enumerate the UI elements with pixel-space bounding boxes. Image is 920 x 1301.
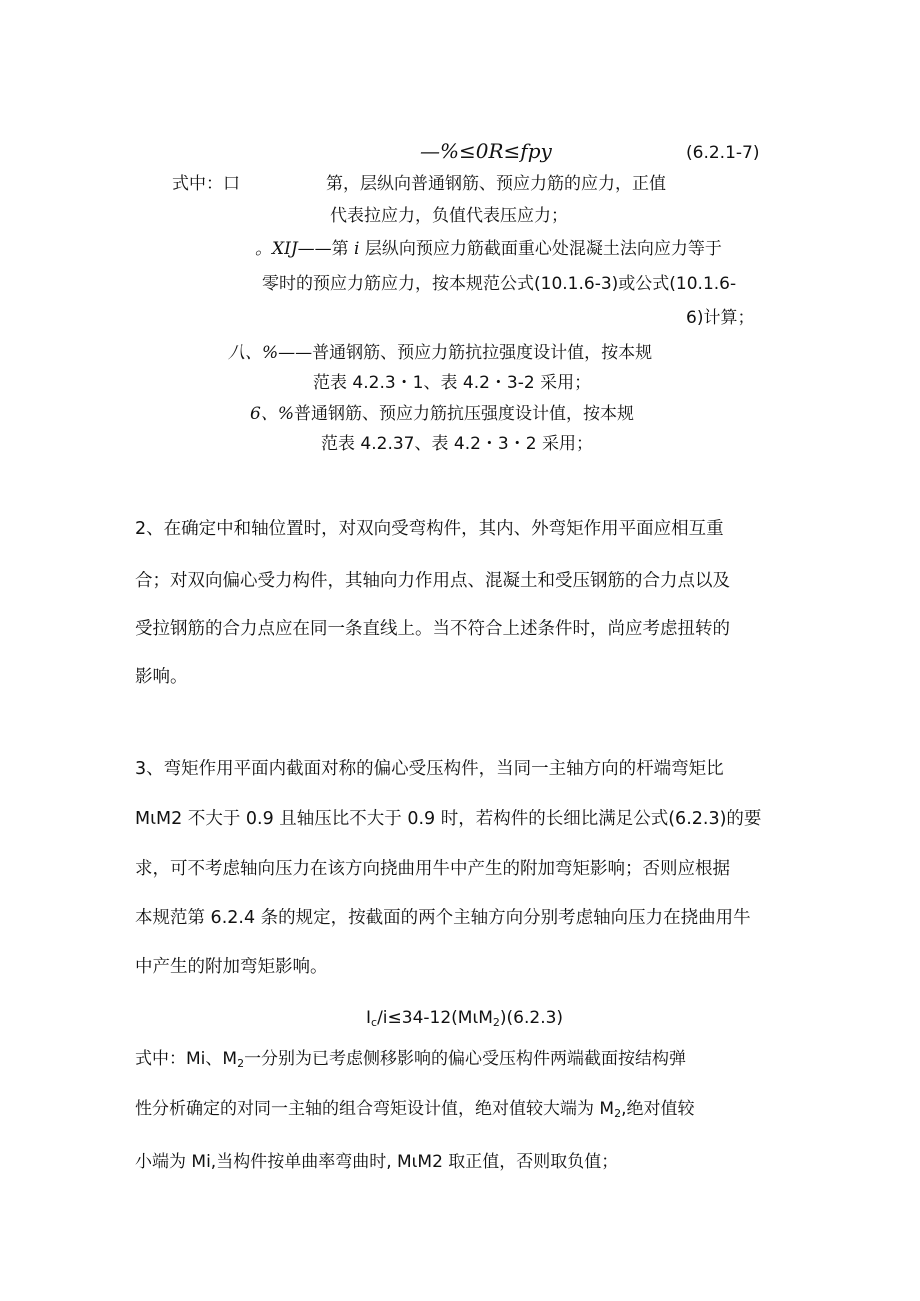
para3-line4: 本规范第 6.2.4 条的规定，按截面的两个主轴方向分别考虑轴向压力在挠曲用牛: [135, 908, 751, 928]
term4-symbol: 6、%: [250, 404, 294, 424]
where2-line1-a: 式中：Mi、M: [135, 1049, 238, 1069]
term4-text: 普通钢筋、预应力筋抗压强度设计值，按本规: [293, 404, 634, 424]
where2-line2-b: ,绝对值较: [621, 1099, 695, 1119]
where2-line1: [135, 1047, 686, 1071]
where2-line1-b: 一分别为已考虑侧移影响的偏心受压构件两端截面按结构弹: [244, 1049, 687, 1069]
term3-symbol: 八、%——: [228, 343, 313, 363]
formula2-part-a: I: [366, 1008, 372, 1028]
para2-line1: 2、在确定中和轴位置时，对双向受弯构件，其内、外弯矩作用平面应相互重: [135, 519, 724, 539]
para2-line4: 影响。: [135, 667, 188, 687]
term2-symbol: 。XIJ——: [255, 239, 332, 259]
formula-number: (6.2.1-7): [686, 143, 760, 163]
para2-line2: 合；对双向偏心受力构件，其轴向力作用点、混凝土和受压钢筋的合力点以及: [135, 571, 730, 591]
where-term2-line3: 6)计算；: [686, 308, 755, 328]
where-term2-line1: [255, 237, 722, 261]
where-term2-line2: 零时的预应力筋应力，按本规范公式(10.1.6-3)或公式(10.1.6-: [262, 274, 737, 294]
term2-text-b: 层纵向预应力筋截面重心处混凝土法向应力等于: [364, 239, 722, 259]
term3-text: 普通钢筋、预应力筋抗拉强度设计值，按本规: [312, 343, 653, 363]
where-term1-line1: 第，层纵向普通钢筋、预应力筋的应力，正值: [326, 174, 666, 194]
where-term1-line2: 代表拉应力，负值代表压应力；: [330, 206, 568, 226]
formula-6-2-3: [366, 1006, 563, 1030]
formula-6-2-1-7: [420, 139, 552, 163]
where-term4-line1: [250, 402, 634, 426]
formula2-part-c: )(6.2.3): [499, 1008, 564, 1028]
para2-line3: 受拉钢筋的合力点应在同一条直线上。当不符合上述条件时，尚应考虑扭转的: [135, 619, 730, 639]
term2-index: i: [354, 239, 360, 259]
where-intro: 式中：口: [172, 174, 240, 194]
where2-line2-a: 性分析确定的对同一主轴的组合弯矩设计值，绝对值较大端为 M: [135, 1099, 615, 1119]
where2-line2-sub: 2: [614, 1107, 622, 1120]
formula2-sub-b: 2: [492, 1016, 500, 1029]
formula2-part-b: /i≤34-12(MιM: [377, 1008, 493, 1028]
formula-expression: —%≤0R≤fpy: [420, 139, 552, 163]
para3-line3: 求，可不考虑轴向压力在该方向挠曲用牛中产生的附加弯矩影响；否则应根据: [135, 859, 730, 879]
term2-text-a: 第: [331, 239, 349, 259]
para3-line5: 中产生的附加弯矩影响。: [135, 957, 328, 977]
where-term3-line2: 范表 4.2.3・1、表 4.2・3-2 采用；: [313, 373, 592, 393]
where2-line2: [135, 1097, 694, 1121]
where2-line3: 小端为 Mi,当构件按单曲率弯曲时, MιM2 取正值，否则取负值；: [135, 1152, 619, 1172]
para3-line2: MιM2 不大于 0.9 且轴压比不大于 0.9 时，若构件的长细比满足公式(6.2.3)的要: [135, 809, 762, 829]
where2-line1-sub: 2: [237, 1057, 245, 1070]
formula2-sub-a: c: [371, 1016, 378, 1029]
where-term4-line2: 范表 4.2.37、表 4.2・3・2 采用；: [321, 434, 593, 454]
where-term3-line1: [228, 341, 652, 365]
para3-line1: 3、弯矩作用平面内截面对称的偏心受压构件，当同一主轴方向的杆端弯矩比: [135, 759, 724, 779]
